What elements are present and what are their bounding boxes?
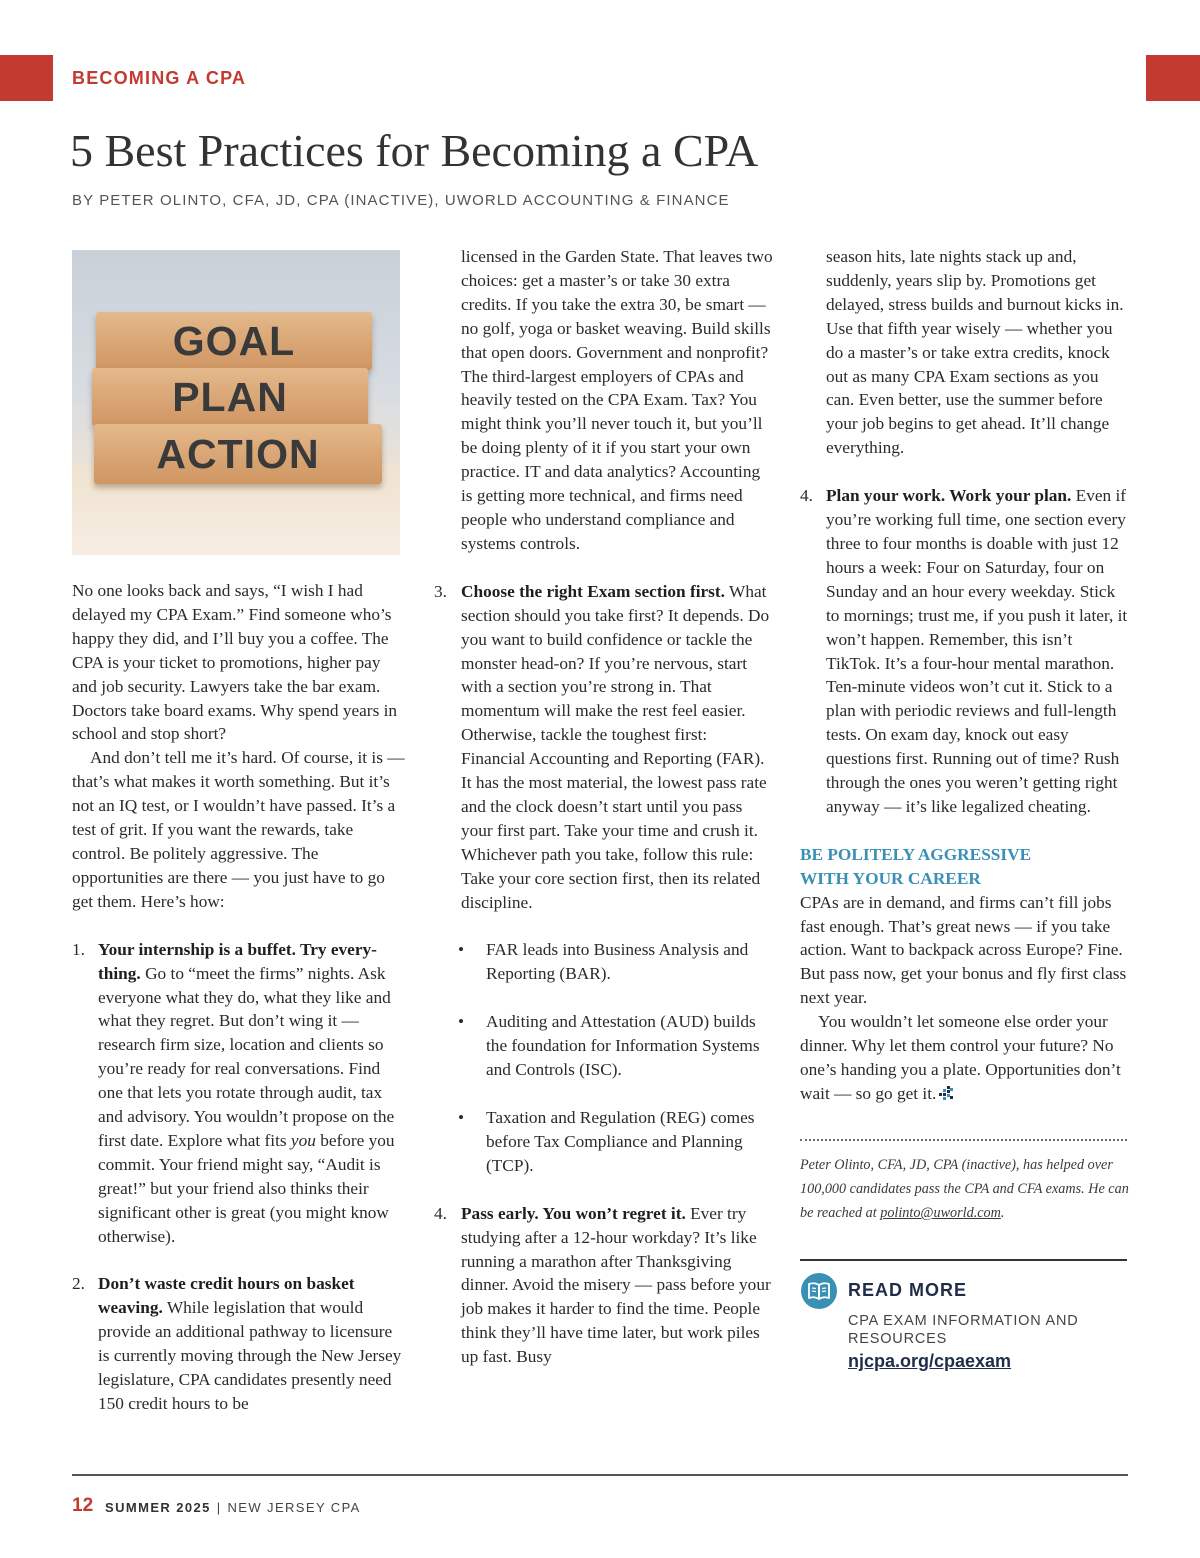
wood-block-action: ACTION: [94, 424, 382, 484]
list-item-lead: Choose the right Exam section first.: [461, 581, 725, 601]
bullet-item: [434, 1106, 774, 1178]
list-item-lead: Don’t waste credit hours on basket weaving.: [98, 1274, 355, 1318]
closing-paragraph-2: [800, 1010, 1130, 1106]
bullet-text: Taxation and Regulation (REG) comes before Tax Compliance and Planning (TCP).: [486, 1108, 755, 1175]
bullet-dot: •: [458, 940, 465, 960]
article-headline: 5 Best Practices for Becoming a CPA: [70, 125, 759, 176]
column-3: [800, 245, 1130, 1106]
author-email-link[interactable]: polinto@uworld.com: [880, 1205, 1001, 1221]
read-more-link[interactable]: njcpa.org/cpaexam: [848, 1351, 1012, 1371]
list-item-text: Even if you’re working full time, one section every three to four months is doable with just 12 hours a week: Four on Saturday, four on Sunday and an hour every weekday. Stick to mornings; trust me, if you push it later, it won’t happen. Remember, this isn’t TikTok. It’s a four-hour mental marathon. Ten-minute videos won’t cut it. Stick to a plan with periodic reviews and full-length tests. On exam day, knock out easy questions first. Running out of time? Rush through the ones you weren’t getting right anyway — it’s like legalized cheating.: [826, 486, 1128, 816]
read-more-divider: [800, 1259, 1127, 1261]
list-item-2: [72, 1272, 406, 1415]
end-mark-icon: [939, 1086, 953, 1100]
list-number: 4.: [434, 1203, 447, 1223]
right-red-tab: [1146, 55, 1200, 101]
list-item-text: What section should you take first? It depends. Do you want to build confidence or tackle the monster head-on? If you’re nervous, start with a section you’re strong in. That momentum will make the rest feel easier. Otherwise, tackle the toughest first: Financial Accounting and Reporting (FAR). It has the most material, the lowest pass rate and the clock doesn’t start until you pass your first part. Take your time and crush it. Whichever path you take, follow this rule: Take your core section first, then its related discipline.: [461, 581, 770, 912]
open-book-icon: [801, 1273, 837, 1309]
continued-paragraph: licensed in the Garden State. That leaves two choices: get a master’s or take 30 extra credits. If you take the extra 30, be smart — no golf, yoga or basket weaving. Build skills that open doors. Government and nonprofit? The third-largest employers of CPAs and heavily tested on the CPA Exam. Tax? You might think you’ll never touch it, but you’ll be doing plenty of it if you start your own practice. IT and data analytics? Accounting is getting more technical, and firms need people who understand compliance and systems controls.: [461, 247, 773, 553]
bio-text: Peter Olinto, CFA, JD, CPA (inactive), has helped over 100,000 candidates pass the CPA and CFA exams. He can be reached at: [800, 1157, 1129, 1221]
footer-season: SUMMER 2025: [105, 1500, 211, 1515]
bullet-dot: •: [458, 1108, 465, 1127]
intro-paragraph-2: And don’t tell me it’s hard. Of course, it is — that’s what makes it worth something. But it’s not an IQ test, or I wouldn’t have passed. It’s a test of grit. If you want the rewards, take control. Be politely aggressive. The opportunities are there — you just have to go get them. Here’s how:: [72, 748, 405, 911]
subhead-line: WITH YOUR CAREER: [800, 868, 981, 888]
goal-plan-action-photo: [72, 250, 400, 555]
footer-text: [105, 1500, 361, 1515]
left-red-tab: [0, 55, 53, 101]
continued-paragraph: season hits, late nights stack up and, suddenly, years slip by. Promotions get delayed, stress builds and burnout kicks in. Use that fifth year wisely — whether you do a master’s or take extra credits, knock out as many CPA Exam sections as you can. Even better, use the summer before your job begins to get ahead. It’ll change everything.: [826, 247, 1124, 458]
intro-paragraph-1: No one looks back and says, “I wish I had delayed my CPA Exam.” Find someone who’s happy they did, and I’ll buy you a coffee. The CPA is your ticket to promotions, higher pay and job security. Lawyers take the bar exam. Doctors take board exams. Why spend years in school and stop short?: [72, 581, 398, 744]
footer-publication: NEW JERSEY CPA: [227, 1500, 361, 1515]
bullet-dot: •: [458, 1012, 465, 1032]
list-item-lead: Your internship is a buffet. Try everything.: [98, 939, 377, 983]
closing-text: You wouldn’t let someone else order your dinner. Why let them control your future? No one’s handing you a plate. Opportunities don’t wait — so go get it.: [800, 1012, 1121, 1103]
bio-divider: [800, 1139, 1127, 1141]
section-subhead: [800, 843, 1130, 891]
column-2: [434, 245, 774, 1369]
author-bio: [800, 1153, 1130, 1225]
footer-separator: |: [216, 1500, 222, 1515]
list-item-5: [800, 484, 1130, 819]
list-item-text: Go to “meet the firms” nights. Ask everyone what they do, what they like and what they regret. But don’t wing it — research firm size, location and clients so you’re ready for real conversations. Find one that lets you rotate through audit, tax and advisory. You wouldn’t propose on the first date. Explore what fits: [98, 963, 395, 1150]
list-item-4: [434, 1202, 774, 1369]
list-number: 4.: [800, 486, 813, 506]
byline: BY PETER OLINTO, CFA, JD, CPA (INACTIVE), UWORLD ACCOUNTING & FINANCE: [72, 192, 730, 209]
bullet-text: Auditing and Attestation (AUD) builds the foundation for Information Systems and Controls (ISC).: [486, 1012, 760, 1080]
list-number: 2.: [72, 1274, 85, 1294]
list-item-lead: Plan your work. Work your plan.: [826, 486, 1072, 506]
bullet-item: [434, 938, 774, 986]
wood-block-goal: GOAL: [96, 312, 372, 370]
list-item-1: [72, 938, 406, 1249]
read-more-title: READ MORE: [848, 1280, 968, 1300]
section-label: BECOMING A CPA: [72, 68, 247, 88]
list-item-text: before you commit. Your friend might say, “Audit is great!” but your friend also thinks their significant other is great (you might know otherwise).: [98, 1130, 395, 1246]
list-item-3: [434, 580, 774, 915]
bullet-text: FAR leads into Business Analysis and Reporting (BAR).: [486, 940, 749, 984]
bullet-item: [434, 1010, 774, 1082]
list-item-text: While legislation that would provide an additional pathway to licensure is currently moving through the New Jersey legislature, CPA candidates presently need 150 credit hours to be: [98, 1298, 402, 1413]
subhead-line: BE POLITELY AGGRESSIVE: [800, 844, 1032, 864]
page-number: 12: [72, 1495, 94, 1516]
list-number: 1.: [72, 939, 85, 959]
list-item-lead: Pass early. You won’t regret it.: [461, 1203, 686, 1223]
closing-paragraph-1: CPAs are in demand, and firms can’t fill jobs fast enough. That’s great news — if you take action. Want to backpack across Europe? Fine. But pass now, get your bonus and fly first class next year.: [800, 892, 1127, 1008]
list-item-text: Ever try studying after a 12-hour workday? It’s like running a marathon after Thanksgiving dinner. Avoid the misery — pass before your job makes it harder to find the time. People think they’ll have time later, but work piles up fast. Busy: [461, 1203, 771, 1367]
list-number: 3.: [434, 581, 447, 601]
read-more-subtitle: CPA EXAM INFORMATION AND RESOURCES: [848, 1313, 1079, 1347]
emphasis: you: [290, 1130, 316, 1150]
wood-block-plan: PLAN: [92, 368, 368, 426]
column-1: [72, 579, 406, 1416]
bio-end: .: [1000, 1205, 1005, 1221]
footer-rule: [72, 1474, 1128, 1476]
